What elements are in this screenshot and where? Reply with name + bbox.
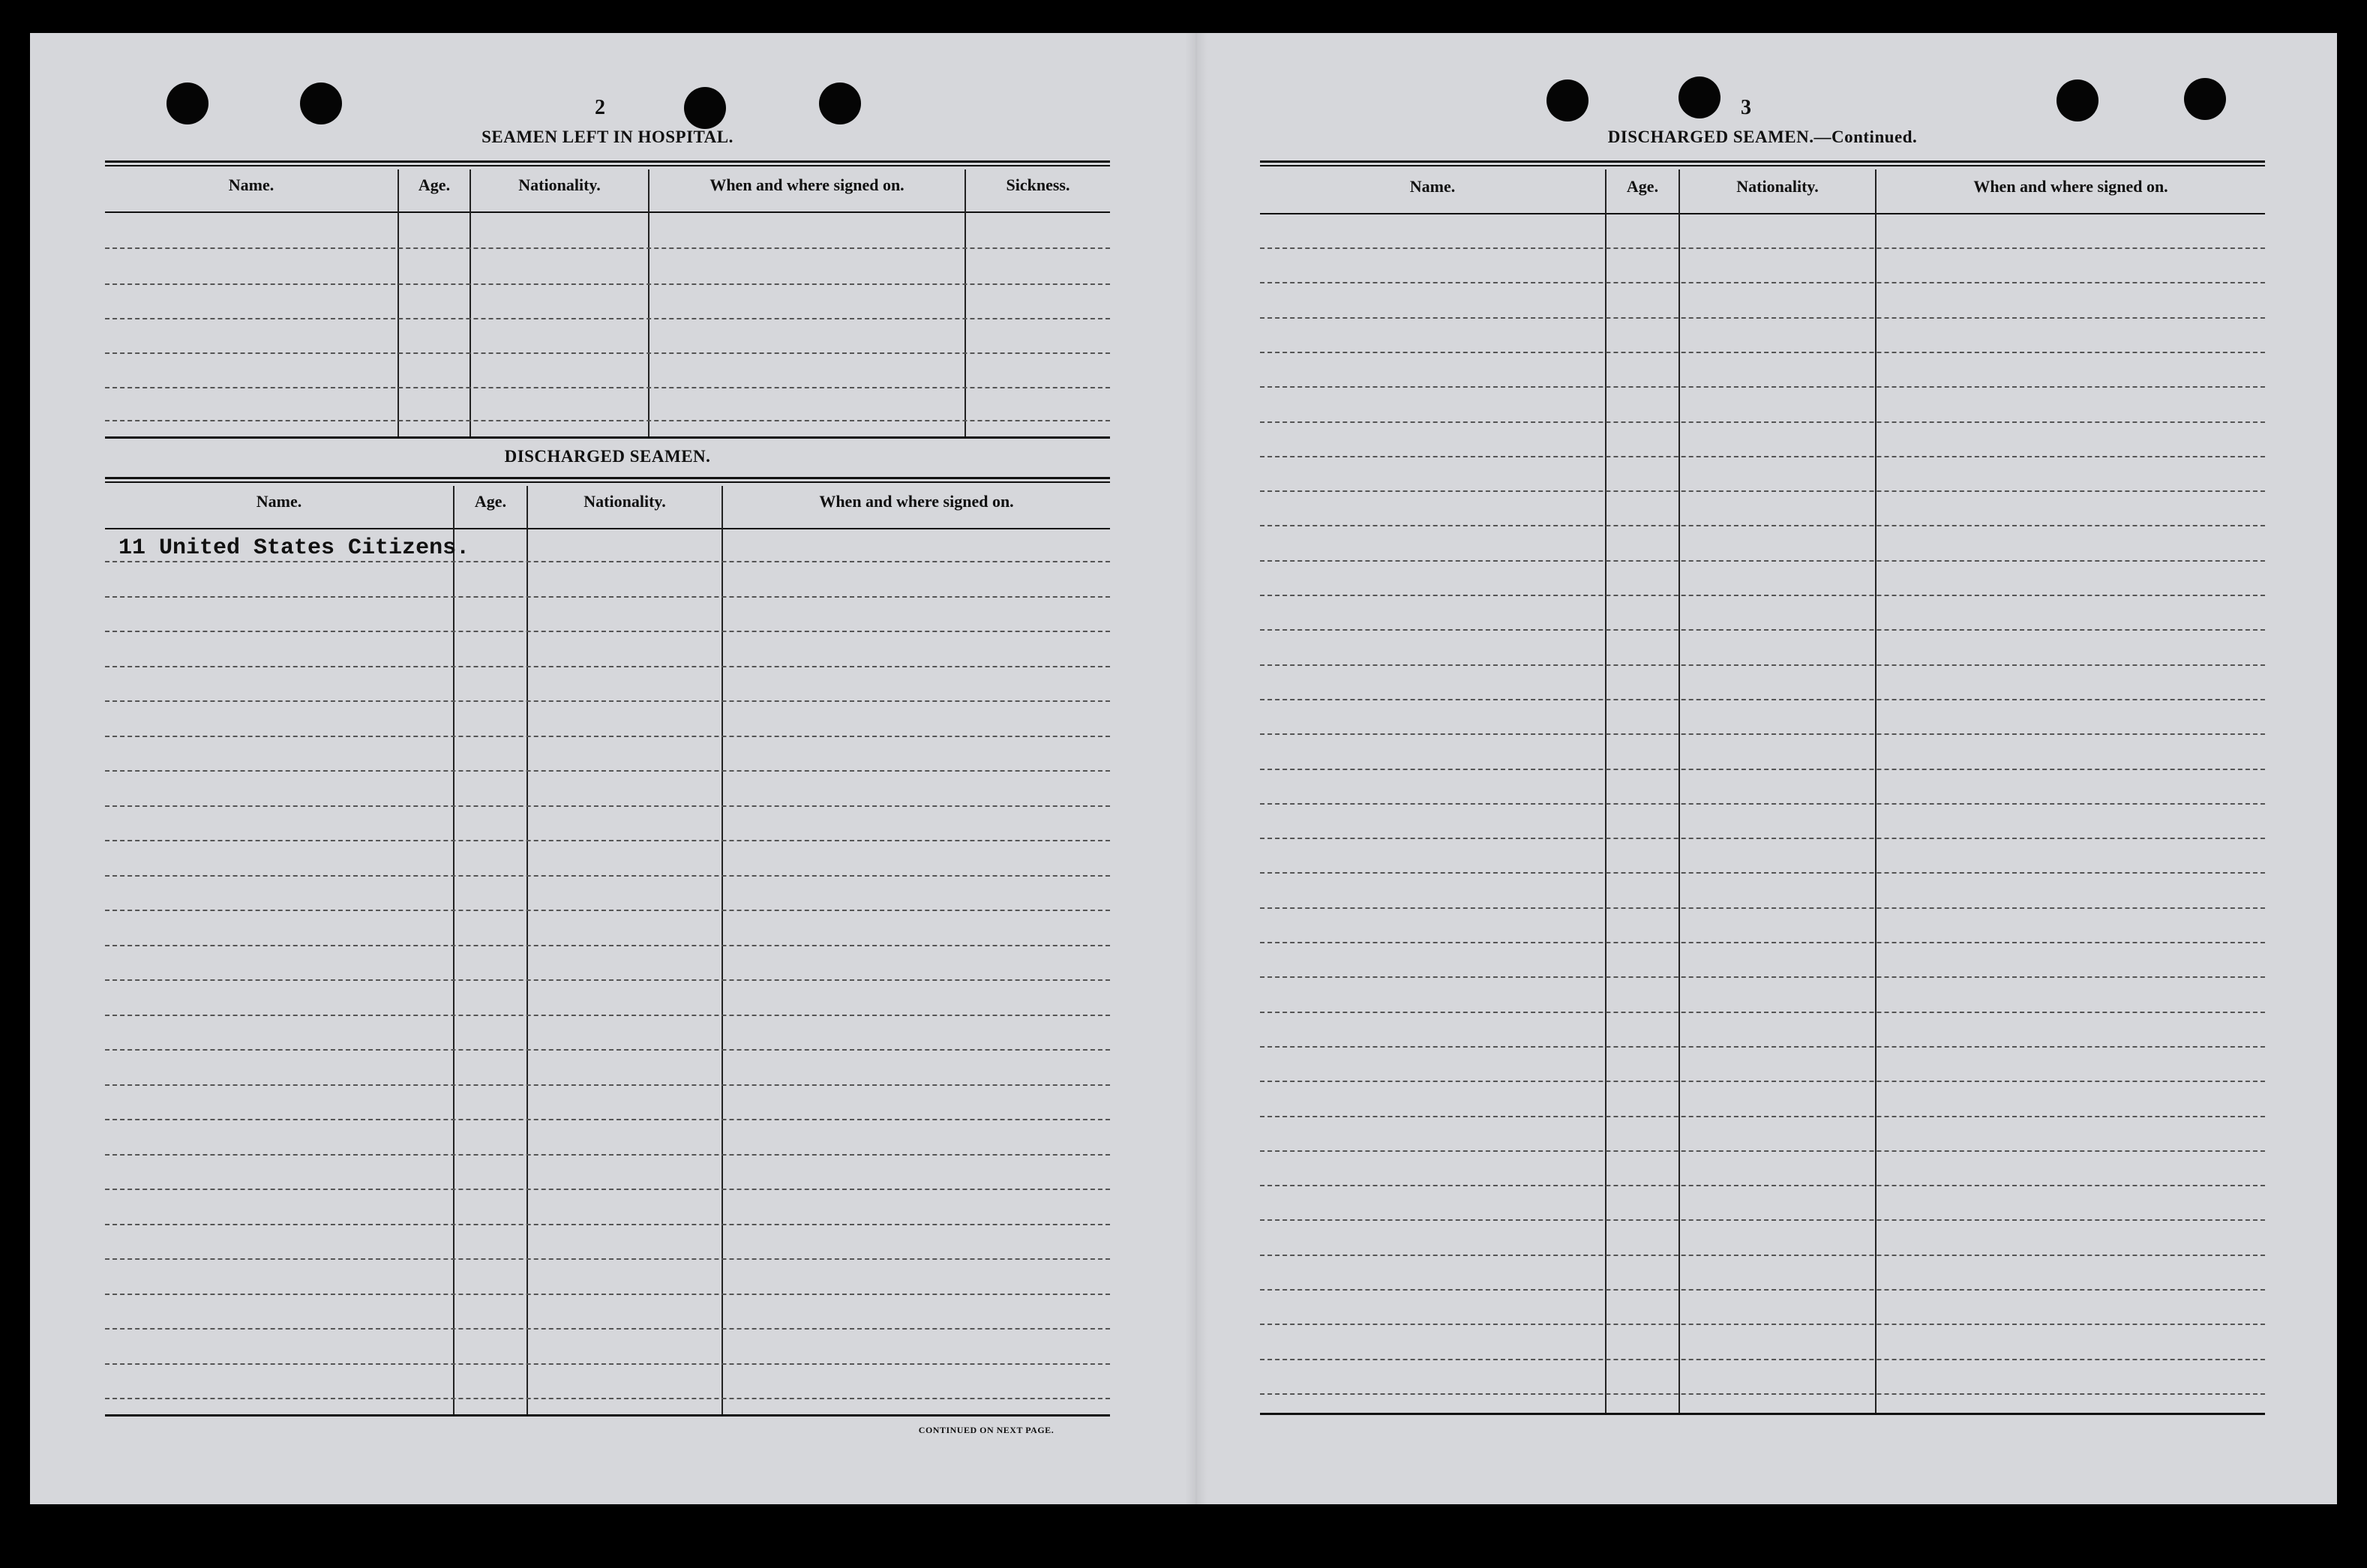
table-row bbox=[1260, 1393, 2265, 1395]
page-fold bbox=[1185, 33, 1208, 1504]
table-row bbox=[105, 910, 1110, 911]
table-row bbox=[105, 1189, 1110, 1190]
hospital-col-sickness: Sickness. bbox=[1006, 175, 1070, 194]
right-col-age: Age. bbox=[1626, 177, 1659, 196]
table-row bbox=[1260, 317, 2265, 319]
discharged-continued-title: DISCHARGED SEAMEN.—Continued. bbox=[1607, 127, 1918, 146]
hospital-col-nationality: Nationality. bbox=[518, 175, 601, 194]
continued-note: CONTINUED ON NEXT PAGE. bbox=[918, 1425, 1054, 1435]
punch-hole bbox=[2056, 79, 2098, 121]
table-row bbox=[1260, 247, 2265, 249]
form-sheet bbox=[30, 33, 2337, 1504]
table-row bbox=[1260, 1324, 2265, 1325]
table-row bbox=[105, 561, 1110, 562]
table-row bbox=[105, 1119, 1110, 1120]
table-row bbox=[1260, 629, 2265, 631]
right-col-name: Name. bbox=[1409, 177, 1456, 196]
table-row bbox=[105, 945, 1110, 946]
table-row bbox=[1260, 872, 2265, 874]
table-row bbox=[105, 875, 1110, 877]
punch-hole bbox=[2184, 78, 2226, 120]
table-row bbox=[105, 247, 1110, 249]
table-row bbox=[1260, 595, 2265, 596]
hospital-section-title: SEAMEN LEFT IN HOSPITAL. bbox=[482, 127, 734, 146]
table-row bbox=[105, 420, 1110, 421]
typed-entry: 11 United States Citizens. bbox=[118, 535, 470, 561]
punch-hole bbox=[819, 82, 861, 124]
table-row bbox=[1260, 664, 2265, 666]
table-row bbox=[105, 1224, 1110, 1225]
punch-hole bbox=[300, 82, 342, 124]
hospital-col-name: Name. bbox=[228, 175, 274, 194]
table-row bbox=[1260, 456, 2265, 457]
table-row bbox=[1260, 769, 2265, 770]
discharged-section-title: DISCHARGED SEAMEN. bbox=[504, 447, 711, 466]
hospital-col-age: Age. bbox=[418, 175, 451, 194]
table-row bbox=[1260, 699, 2265, 700]
page-number-right: 3 bbox=[1741, 96, 1751, 119]
table-row bbox=[105, 1398, 1110, 1399]
table-row bbox=[105, 840, 1110, 841]
punch-hole bbox=[684, 87, 726, 129]
table-row bbox=[1260, 1219, 2265, 1221]
table-row bbox=[1260, 838, 2265, 839]
table-row bbox=[105, 1363, 1110, 1365]
table-row bbox=[105, 352, 1110, 354]
table-row bbox=[1260, 386, 2265, 388]
table-row bbox=[1260, 733, 2265, 735]
table-row bbox=[1260, 1359, 2265, 1360]
punch-hole bbox=[1678, 76, 1720, 118]
page-number-left: 2 bbox=[595, 96, 605, 119]
right-col-signed-on: When and where signed on. bbox=[1973, 177, 2168, 196]
table-row bbox=[105, 387, 1110, 388]
table-row bbox=[1260, 1255, 2265, 1256]
table-row bbox=[1260, 1046, 2265, 1048]
table-row bbox=[105, 1084, 1110, 1086]
table-row bbox=[105, 1049, 1110, 1051]
table-row bbox=[1260, 1289, 2265, 1291]
table-row bbox=[1260, 282, 2265, 283]
hospital-table bbox=[105, 160, 1110, 438]
table-row bbox=[1260, 803, 2265, 805]
table-row bbox=[1260, 1012, 2265, 1013]
table-row bbox=[105, 700, 1110, 702]
table-row bbox=[105, 736, 1110, 737]
discharged-col-signed-on: When and where signed on. bbox=[819, 492, 1014, 511]
table-row bbox=[1260, 942, 2265, 943]
table-row bbox=[105, 1294, 1110, 1295]
table-row bbox=[105, 318, 1110, 319]
hospital-col-signed-on: When and where signed on. bbox=[710, 175, 904, 194]
table-row bbox=[105, 283, 1110, 285]
discharged-table-right bbox=[1260, 160, 2265, 1420]
table-row bbox=[1260, 560, 2265, 562]
table-row bbox=[1260, 421, 2265, 423]
table-row bbox=[105, 631, 1110, 632]
table-row bbox=[105, 770, 1110, 772]
table-row bbox=[105, 1328, 1110, 1330]
table-row bbox=[105, 1015, 1110, 1016]
punch-hole bbox=[1546, 79, 1588, 121]
discharged-col-age: Age. bbox=[474, 492, 507, 511]
discharged-col-name: Name. bbox=[256, 492, 302, 511]
table-row bbox=[105, 979, 1110, 981]
table-row bbox=[1260, 525, 2265, 526]
punch-hole bbox=[166, 82, 208, 124]
table-row bbox=[1260, 1081, 2265, 1082]
table-row bbox=[1260, 1185, 2265, 1186]
table-row bbox=[1260, 490, 2265, 492]
table-row bbox=[105, 1258, 1110, 1260]
table-row bbox=[1260, 976, 2265, 978]
table-row bbox=[1260, 907, 2265, 909]
table-row bbox=[1260, 352, 2265, 353]
table-row bbox=[1260, 1150, 2265, 1152]
right-col-nationality: Nationality. bbox=[1736, 177, 1819, 196]
table-row bbox=[105, 1154, 1110, 1156]
table-row bbox=[105, 666, 1110, 667]
table-row bbox=[1260, 1116, 2265, 1117]
discharged-col-nationality: Nationality. bbox=[584, 492, 666, 511]
discharged-table-left bbox=[105, 477, 1110, 1422]
table-row bbox=[105, 805, 1110, 807]
table-row bbox=[105, 596, 1110, 598]
